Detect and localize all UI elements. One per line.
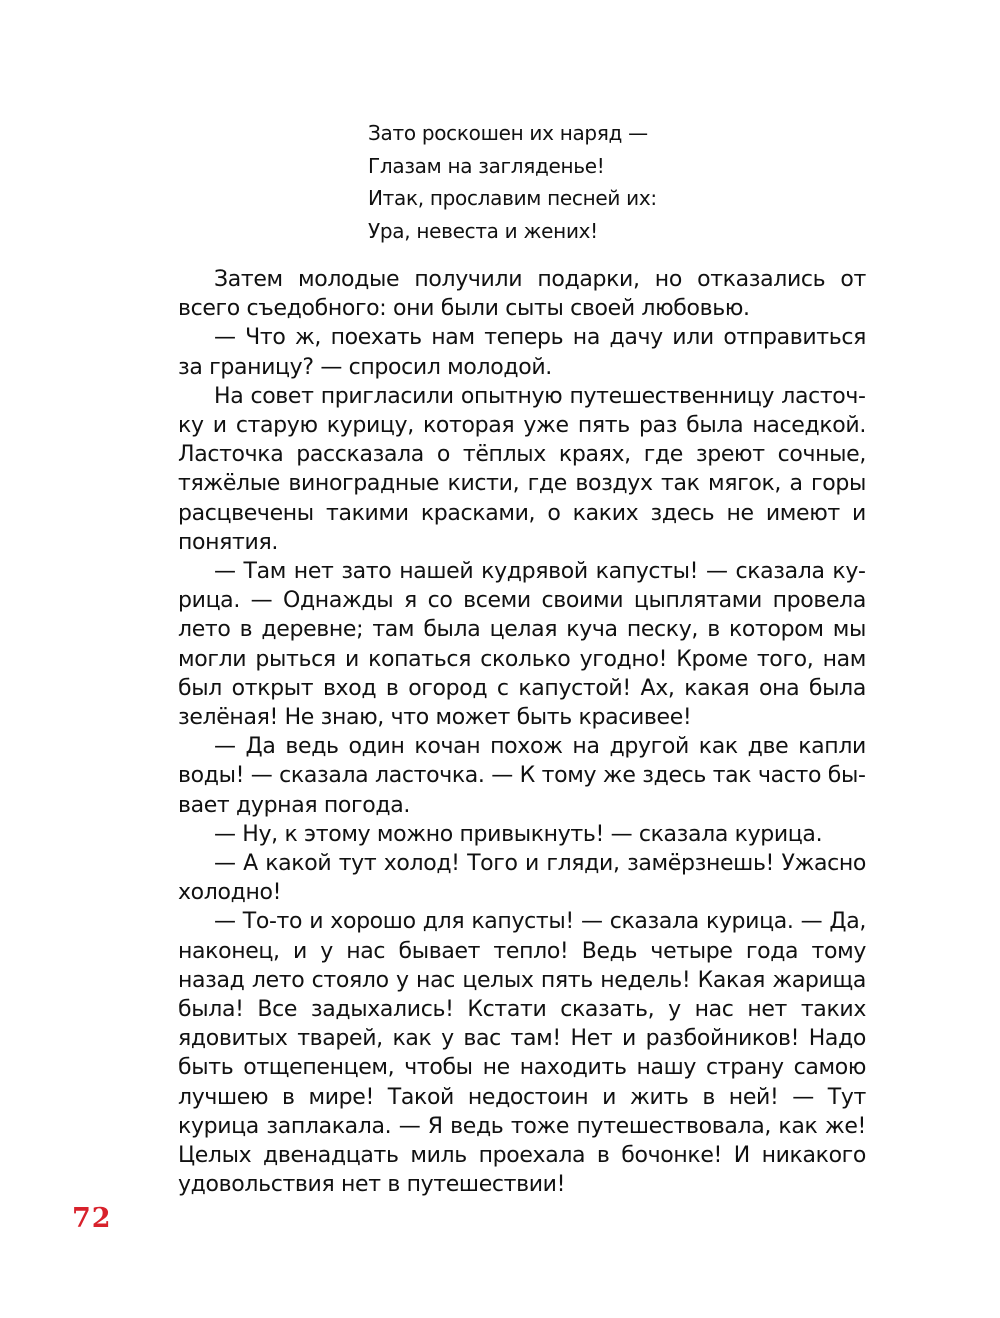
poem-line: Ура, невеста и жених!	[368, 218, 598, 243]
prose-body	[178, 265, 866, 1200]
poem-line: Зато роскошен их наряд —	[368, 121, 648, 145]
poem-stanza	[368, 117, 657, 247]
paragraph-gifts: Затем молодые получили подарки, но отказались от всего съедобного: они были сыты своей любовью.	[178, 267, 866, 322]
paragraph-hen-cabbage: — Там нет зато нашей кудрявой капусты! — сказала курица. — Однажды я со всеми своими цыплятами провела лето в деревне; там была целая куча песку, в котором мы могли рыться и копаться сколько угодно! Кроме того, нам был открыт вход в огород с капустой! Ах, какая она была зелёная! Не знаю, что может быть красивее!	[178, 559, 866, 731]
page-number: 72	[72, 1203, 112, 1234]
paragraph-cold: — А какой тут холод! Того и гляди, замёрзнешь! Ужасно холодно!	[178, 851, 866, 906]
poem-line: Глазам на загляденье!	[368, 153, 605, 178]
paragraph-swallow-reply: — Да ведь один кочан похож на другой как две капли воды! — сказала ласточка. — К тому же здесь так часто бывает дурная погода.	[178, 734, 866, 818]
paragraph-hen-monologue: — То-то и хорошо для капусты! — сказала курица. — Да, наконец, и у нас бывает тепло! Ведь четыре года тому назад лето стояло у нас целых пять недель! Какая жарища была! Все задыхались! Кстати сказать, у нас нет таких ядовитых тварей, как у вас там! Нет и разбойников! Надо быть отщепенцем, чтобы не находить нашу страну самою лучшею в мире! Такой недостоин и жить в ней! — Тут курица заплакала. — Я ведь тоже путешествовала, как же! Целых двенадцать миль проехала в бочонке! И никакого удовольствия нет в путешествии!	[178, 909, 866, 1198]
paragraph-council: На совет пригласили опытную путешественницу ласточку и старую курицу, которая уже пять раз была наседкой. Ласточка рассказала о тёплых краях, где зреют сочные, тяжёлые виноградные кисти, где воздух так мягок, а горы расцвечены такими красками, о каких здесь не имеют и понятия.	[178, 383, 866, 555]
poem-line: Итак, прославим песней их:	[368, 186, 657, 210]
paragraph-hen-get-used: — Ну, к этому можно привыкнуть! — сказала курица.	[214, 821, 823, 847]
paragraph-question: — Что ж, поехать нам теперь на дачу или отправиться за границу? — спросил молодой.	[178, 325, 866, 380]
